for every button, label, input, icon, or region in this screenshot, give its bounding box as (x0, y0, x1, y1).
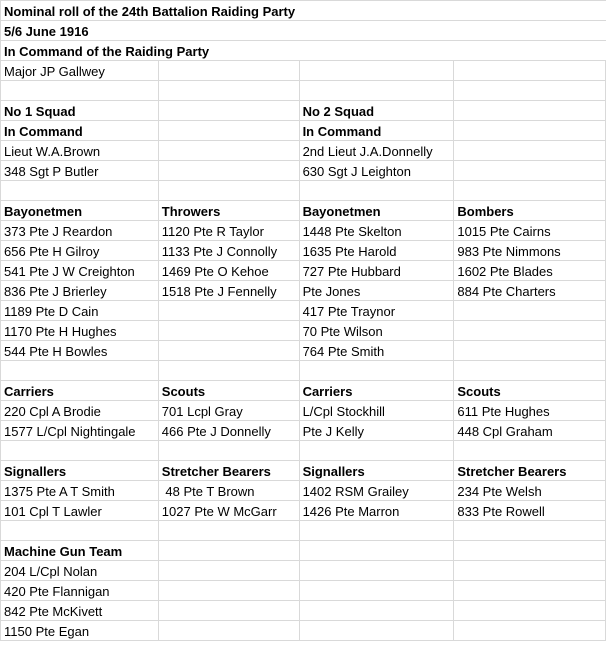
member: 1133 Pte J Connolly (161, 244, 278, 259)
cell[interactable] (299, 181, 454, 201)
group-label: Bayonetmen (4, 204, 83, 219)
cell[interactable] (1, 21, 606, 41)
cell[interactable] (158, 441, 299, 461)
cell[interactable] (454, 561, 606, 581)
group-label: Scouts (457, 384, 501, 399)
cell[interactable] (454, 361, 606, 381)
cell[interactable] (454, 541, 606, 561)
cell[interactable] (454, 401, 606, 421)
cell[interactable] (158, 341, 299, 361)
cell[interactable] (1, 181, 159, 201)
group-label: Signallers (302, 464, 365, 479)
member: 373 Pte J Reardon (4, 224, 113, 239)
cell[interactable] (1, 521, 159, 541)
member: 1189 Pte D Cain (4, 304, 99, 319)
cell[interactable] (299, 401, 454, 421)
member: 417 Pte Traynor (302, 304, 396, 319)
cell[interactable] (299, 121, 454, 141)
cell[interactable] (454, 121, 606, 141)
member: 420 Pte Flannigan (4, 584, 110, 599)
cell[interactable] (299, 81, 454, 101)
member: Pte J Kelly (302, 424, 364, 439)
cell[interactable] (1, 321, 159, 341)
member: 448 Cpl Graham (457, 424, 553, 439)
cell[interactable] (454, 141, 606, 161)
command-heading: In Command of the Raiding Party (4, 44, 210, 59)
cell[interactable] (158, 261, 299, 281)
cell[interactable] (299, 161, 454, 181)
cell[interactable] (454, 521, 606, 541)
group-label: Carriers (4, 384, 54, 399)
cell[interactable] (1, 281, 159, 301)
group-label: Stretcher Bearers (457, 464, 567, 479)
cell[interactable] (1, 261, 159, 281)
cell[interactable] (299, 141, 454, 161)
cell[interactable] (1, 161, 159, 181)
cell[interactable] (299, 61, 454, 81)
member: 541 Pte J W Creighton (4, 264, 135, 279)
cell[interactable] (1, 481, 159, 501)
cell[interactable] (454, 241, 606, 261)
cell[interactable] (158, 161, 299, 181)
member: 1577 L/Cpl Nightingale (4, 424, 136, 439)
cell[interactable] (454, 481, 606, 501)
cell[interactable] (158, 381, 299, 401)
cell[interactable] (1, 361, 159, 381)
cell[interactable] (158, 601, 299, 621)
cell[interactable] (299, 301, 454, 321)
member: 1469 Pte O Kehoe (161, 264, 269, 279)
cell[interactable] (454, 221, 606, 241)
cell[interactable] (454, 601, 606, 621)
cell[interactable] (158, 181, 299, 201)
cell[interactable] (1, 421, 159, 441)
member: 466 Pte J Donnelly (161, 424, 271, 439)
cell[interactable] (1, 581, 159, 601)
cell[interactable] (158, 141, 299, 161)
cell[interactable] (299, 281, 454, 301)
cell[interactable] (158, 541, 299, 561)
cell[interactable] (1, 221, 159, 241)
cell[interactable] (454, 281, 606, 301)
cell[interactable] (158, 361, 299, 381)
cell[interactable] (299, 321, 454, 341)
squad2-officer: 2nd Lieut J.A.Donnelly (302, 144, 433, 159)
member: 656 Pte H Gilroy (4, 244, 100, 259)
cell[interactable] (158, 101, 299, 121)
cell[interactable] (454, 621, 606, 641)
member: 1015 Pte Cairns (457, 224, 551, 239)
cell[interactable] (299, 481, 454, 501)
member: 220 Cpl A Brodie (4, 404, 101, 419)
member: L/Cpl Stockhill (302, 404, 385, 419)
cell[interactable] (158, 621, 299, 641)
member: 1402 RSM Grailey (302, 484, 409, 499)
cell[interactable] (1, 41, 606, 61)
member: 101 Cpl T Lawler (4, 504, 102, 519)
member: 836 Pte J Brierley (4, 284, 107, 299)
cell[interactable] (454, 321, 606, 341)
cell[interactable] (1, 301, 159, 321)
member: 1448 Pte Skelton (302, 224, 402, 239)
cell[interactable] (158, 81, 299, 101)
cell[interactable] (1, 101, 159, 121)
group-label: Bombers (457, 204, 514, 219)
member: 1150 Pte Egan (4, 624, 90, 639)
commander-name: Major JP Gallwey (4, 64, 105, 79)
cell[interactable] (158, 241, 299, 261)
cell[interactable] (299, 581, 454, 601)
cell[interactable] (1, 381, 159, 401)
cell[interactable] (1, 601, 159, 621)
cell[interactable] (1, 501, 159, 521)
cell[interactable] (454, 301, 606, 321)
cell[interactable] (454, 61, 606, 81)
cell[interactable] (299, 101, 454, 121)
squad2-sergeant: 630 Sgt J Leighton (302, 164, 411, 179)
cell[interactable] (158, 201, 299, 221)
member: 842 Pte McKivett (4, 604, 103, 619)
cell[interactable] (1, 441, 159, 461)
group-label: Machine Gun Team (4, 544, 123, 559)
cell[interactable] (299, 361, 454, 381)
cell[interactable] (1, 121, 159, 141)
member: 1426 Pte Marron (302, 504, 400, 519)
member: 1518 Pte J Fennelly (161, 284, 277, 299)
member: 1170 Pte H Hughes (4, 324, 117, 339)
group-label: Bayonetmen (302, 204, 381, 219)
squad1-heading: No 1 Squad (4, 104, 76, 119)
member: 1602 Pte Blades (457, 264, 553, 279)
cell[interactable] (158, 581, 299, 601)
cell[interactable] (454, 421, 606, 441)
member: 48 Pte T Brown (165, 484, 255, 499)
cell[interactable] (299, 541, 454, 561)
squad1-officer: Lieut W.A.Brown (4, 144, 101, 159)
member: 1375 Pte A T Smith (4, 484, 115, 499)
cell[interactable] (299, 241, 454, 261)
cell[interactable] (1, 341, 159, 361)
cell[interactable] (158, 221, 299, 241)
cell[interactable] (1, 541, 159, 561)
member: Pte Jones (302, 284, 361, 299)
cell[interactable] (158, 61, 299, 81)
member: 764 Pte Smith (302, 344, 385, 359)
cell[interactable] (299, 561, 454, 581)
cell[interactable] (1, 561, 159, 581)
cell[interactable] (158, 321, 299, 341)
member: 727 Pte Hubbard (302, 264, 401, 279)
cell[interactable] (454, 101, 606, 121)
group-label: Carriers (302, 384, 353, 399)
cell[interactable] (1, 141, 159, 161)
member: 1635 Pte Harold (302, 244, 397, 259)
member: 1027 Pte W McGarr (161, 504, 277, 519)
cell[interactable] (1, 61, 159, 81)
member: 983 Pte Nimmons (457, 244, 561, 259)
cell[interactable] (1, 401, 159, 421)
cell[interactable] (299, 441, 454, 461)
squad1-in-command-label: In Command (4, 124, 83, 139)
member: 701 Lcpl Gray (161, 404, 243, 419)
cell[interactable] (454, 201, 606, 221)
cell[interactable] (1, 1, 606, 21)
cell[interactable] (454, 161, 606, 181)
cell[interactable] (1, 621, 159, 641)
cell[interactable] (299, 221, 454, 241)
cell[interactable] (1, 201, 159, 221)
cell[interactable] (454, 581, 606, 601)
cell[interactable] (299, 381, 454, 401)
cell[interactable] (299, 201, 454, 221)
cell[interactable] (299, 261, 454, 281)
cell[interactable] (1, 81, 159, 101)
cell[interactable] (454, 381, 606, 401)
cell[interactable] (158, 501, 299, 521)
member: 234 Pte Welsh (457, 484, 542, 499)
cell[interactable] (454, 441, 606, 461)
cell[interactable] (158, 521, 299, 541)
group-label: Scouts (161, 384, 206, 399)
cell[interactable] (454, 341, 606, 361)
cell[interactable] (158, 281, 299, 301)
sheet-title: Nominal roll of the 24th Battalion Raiding Party (4, 4, 296, 19)
cell[interactable] (299, 341, 454, 361)
cell[interactable] (1, 241, 159, 261)
cell[interactable] (158, 121, 299, 141)
cell[interactable] (158, 461, 299, 481)
cell[interactable] (299, 521, 454, 541)
cell[interactable] (454, 81, 606, 101)
cell[interactable] (158, 481, 299, 501)
cell[interactable] (158, 401, 299, 421)
squad2-heading: No 2 Squad (302, 104, 375, 119)
cell[interactable] (299, 601, 454, 621)
member: 611 Pte Hughes (457, 404, 550, 419)
group-label: Stretcher Bearers (161, 464, 271, 479)
cell[interactable] (299, 501, 454, 521)
member: 544 Pte H Bowles (4, 344, 108, 359)
member: 1120 Pte R Taylor (161, 224, 264, 239)
cell[interactable] (454, 461, 606, 481)
cell[interactable] (1, 461, 159, 481)
squad1-sergeant: 348 Sgt P Butler (4, 164, 99, 179)
cell[interactable] (454, 501, 606, 521)
cell[interactable] (454, 181, 606, 201)
cell[interactable] (158, 561, 299, 581)
cell[interactable] (158, 301, 299, 321)
member: 884 Pte Charters (457, 284, 556, 299)
sheet-date: 5/6 June 1916 (4, 24, 89, 39)
cell[interactable] (158, 421, 299, 441)
cell[interactable] (454, 261, 606, 281)
cell[interactable] (299, 421, 454, 441)
cell[interactable] (299, 621, 454, 641)
group-label: Throwers (161, 204, 221, 219)
squad2-in-command-label: In Command (302, 124, 382, 139)
member: 204 L/Cpl Nolan (4, 564, 98, 579)
cell[interactable] (299, 461, 454, 481)
group-label: Signallers (4, 464, 67, 479)
member: 70 Pte Wilson (302, 324, 383, 339)
member: 833 Pte Rowell (457, 504, 545, 519)
